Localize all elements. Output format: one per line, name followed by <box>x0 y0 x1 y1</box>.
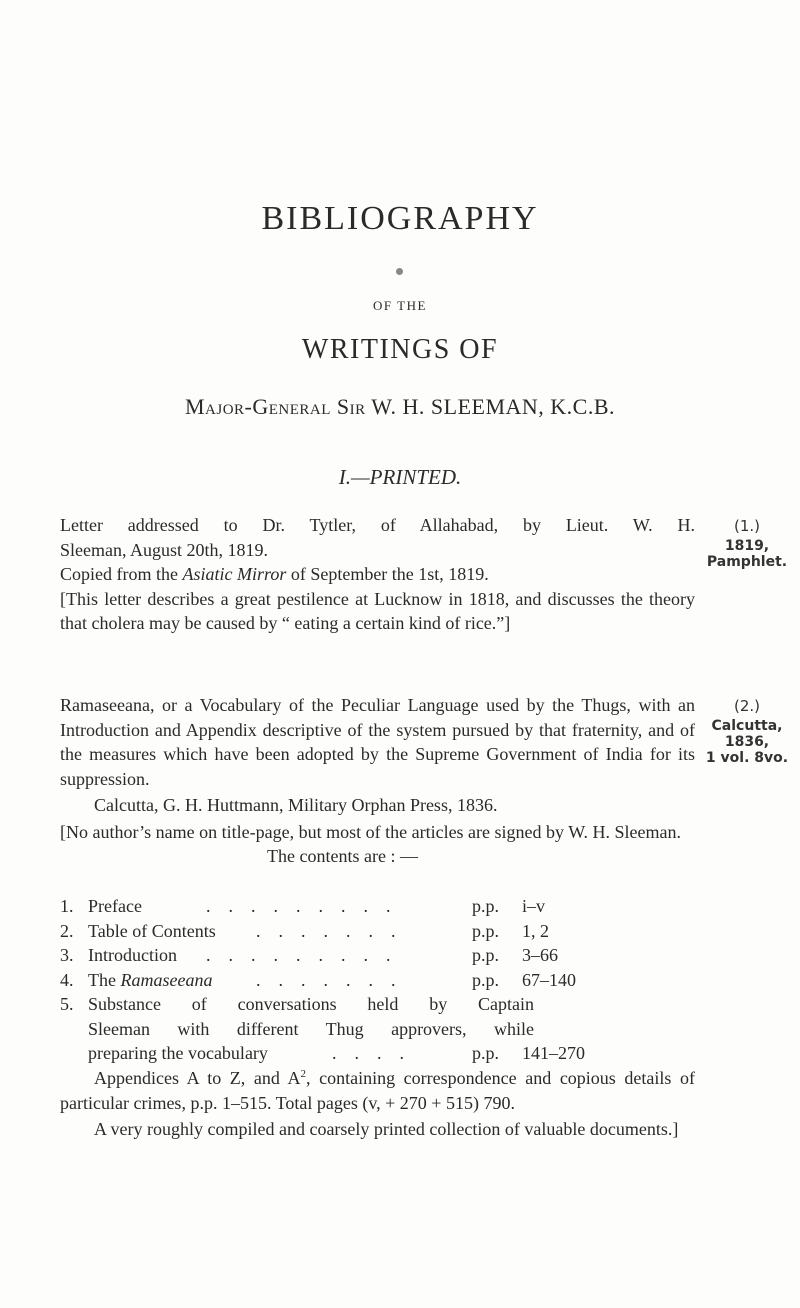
item-pp: p.p. <box>472 920 499 941</box>
appendices-text: Appendices A to Z, and A <box>94 1068 301 1088</box>
item-label: Table of Contents <box>88 920 216 941</box>
closing-paragraph: A very roughly compiled and coarsely printed collection of valuable documents.] <box>94 1119 679 1139</box>
list-item <box>60 919 700 944</box>
ornament-dot <box>396 268 403 275</box>
list-item-continuation <box>60 1017 700 1042</box>
entry-1-number: (1.) <box>733 517 760 535</box>
item-number: 1. <box>60 896 74 916</box>
dot-leader: . . . . . . . <box>256 920 396 941</box>
subtitle-writings: WRITINGS OF <box>301 334 499 365</box>
entry-1-margin <box>700 518 794 570</box>
item-label: Preface <box>88 896 142 916</box>
item-pp: p.p. <box>472 1043 499 1063</box>
entry-2-margin <box>700 698 794 766</box>
author-name: W. H. SLEEMAN, K.C.B. <box>371 394 616 419</box>
entry-1-note: [This letter describes a great pestilence at Lucknow in 1818, and discusses the theory that cholera may be caused by “ eating a certain kind of rice.”] <box>60 588 695 633</box>
source-journal: Asiatic Mirror <box>182 564 287 584</box>
appendices-superscript: 2 <box>300 1068 306 1080</box>
item-range: 67–140 <box>522 969 576 990</box>
entry-2-year: 1836, <box>724 734 770 750</box>
item-label-prefix: The <box>88 969 121 990</box>
item-range: 3–66 <box>522 945 558 965</box>
entry-2-format: 1 vol. 8vo. <box>705 750 789 766</box>
item-label: Substance of conversations held by Captain <box>88 994 534 1014</box>
item-pp: p.p. <box>472 896 499 916</box>
contents-list <box>60 894 700 1066</box>
subtitle-of-the: OF THE <box>373 298 427 313</box>
page-title: BIBLIOGRAPHY <box>261 200 539 237</box>
entry-1-year: 1819, <box>724 538 770 554</box>
entry-1-line-1: Letter addressed to Dr. Tytler, of Allahabad, by Lieut. W. H. <box>60 515 695 535</box>
dot-leader: . . . . . . . . . <box>206 945 391 965</box>
list-item <box>60 992 700 1017</box>
entry-1 <box>60 513 695 636</box>
appendices-details: , containing correspondence and copious details of particular crimes, p.p. 1–515. Total pages (v, + 270 + 515) 790. <box>60 1068 695 1113</box>
item-number: 5. <box>60 994 74 1014</box>
list-item <box>60 943 700 968</box>
item-number: 3. <box>60 945 74 965</box>
entry-2-imprint: Calcutta, G. H. Huttmann, Military Orphan Press, 1836. <box>94 795 498 815</box>
item-label: Introduction <box>88 945 177 965</box>
item-label <box>88 968 212 993</box>
item-pp: p.p. <box>472 969 499 990</box>
entry-1-format: Pamphlet. <box>706 554 788 570</box>
author-line <box>0 394 800 420</box>
list-item <box>60 968 700 993</box>
dot-leader: . . . . . . . . . <box>206 896 391 916</box>
source-text: Copied from the <box>60 564 183 584</box>
entry-1-source <box>60 562 695 587</box>
appendices-paragraph <box>60 1066 695 1115</box>
author-prefix: Major-General Sir <box>184 394 366 419</box>
dot-leader: . . . . <box>332 1043 404 1063</box>
item-range: i–v <box>522 896 546 916</box>
dot-leader: . . . . . . . <box>256 969 396 990</box>
entry-2-number: (2.) <box>733 697 760 715</box>
item-label-title: Ramaseeana <box>120 969 213 990</box>
entry-2-note: [No author’s name on title-page, but most of the articles are signed by W. H. Sleeman. <box>60 821 682 842</box>
list-item <box>60 894 700 919</box>
item-range: 141–270 <box>522 1043 585 1063</box>
item-number: 4. <box>60 969 74 990</box>
item-label-line-2: Sleeman with different Thug approvers, while <box>88 1018 534 1039</box>
item-range: 1, 2 <box>522 920 549 941</box>
item-pp: p.p. <box>472 945 499 965</box>
entry-2-appendices <box>60 1066 695 1142</box>
entry-2-title: Ramaseeana, or a Vocabulary of the Peculiar Language used by the Thugs, with an Introduction and Appendix descriptive of the system pursued by that fraternity, and of the measures which have been adopted by the Supreme Government of India for its suppression. <box>60 695 695 789</box>
source-date: of September the 1st, 1819. <box>286 564 489 584</box>
section-heading: I.—PRINTED. <box>338 465 462 489</box>
item-number: 2. <box>60 920 74 941</box>
contents-heading: The contents are : — <box>267 846 418 866</box>
entry-1-line-2: Sleeman, August 20th, 1819. <box>60 539 268 560</box>
entry-2 <box>60 693 695 869</box>
item-label-line-3: preparing the vocabulary <box>88 1043 268 1063</box>
entry-2-place: Calcutta, <box>711 718 783 734</box>
list-item-continuation <box>60 1041 700 1066</box>
